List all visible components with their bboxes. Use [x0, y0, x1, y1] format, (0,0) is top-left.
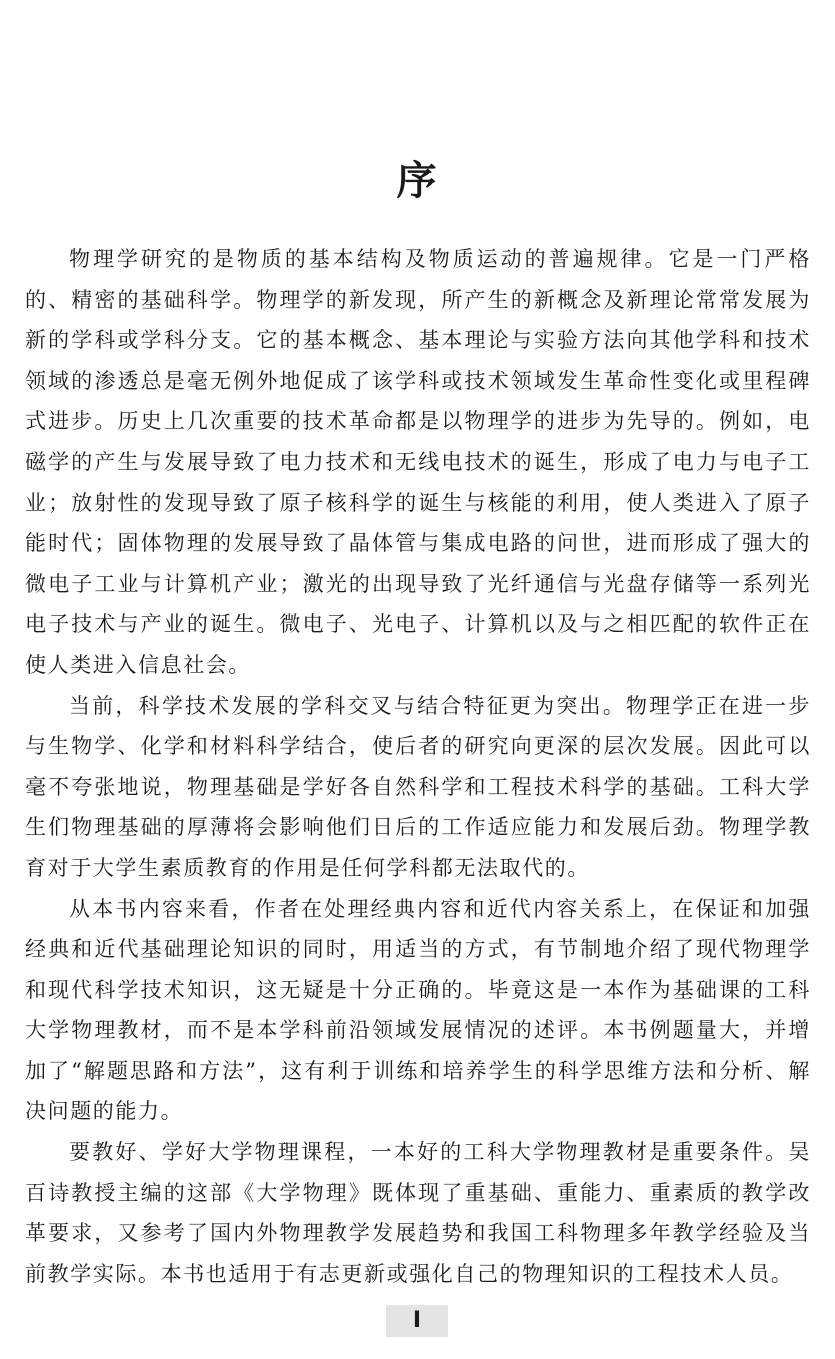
preface-body	[25, 239, 811, 1294]
paragraph: 物理学研究的是物质的基本结构及物质运动的普遍规律。它是一门严格的、精密的基础科学。物理学的新发现，所产生的新概念及新理论常常发展为新的学科或学科分支。它的基本概念、基本理论与实验方法向其他学科和技术领域的渗透总是毫无例外地促成了该学科或技术领域发生革命性变化或里程碑式进步。历史上几次重要的技术革命都是以物理学的进步为先导的。例如，电磁学的产生与发展导致了电力技术和无线电技术的诞生，形成了电力与电子工业；放射性的发现导致了原子核科学的诞生与核能的利用，使人类进入了原子能时代；固体物理的发展导致了晶体管与集成电路的问世，进而形成了强大的微电子工业与计算机产业；激光的出现导致了光纤通信与光盘存储等一系列光电子技术与产业的诞生。微电子、光电子、计算机以及与之相匹配的软件正在使人类进入信息社会。	[25, 247, 811, 677]
paragraph: 要教好、学好大学物理课程，一本好的工科大学物理教材是重要条件。吴百诗教授主编的这部《大学物理》既体现了重基础、重能力、重素质的教学改革要求，又参考了国内外物理教学发展趋势和我国工科物理多年教学经验及当前教学实际。本书也适用于有志更新或强化自己的物理知识的工程技术人员。	[25, 1140, 811, 1286]
paragraph: 从本书内容来看，作者在处理经典内容和近代内容关系上，在保证和加强经典和近代基础理论知识的同时，用适当的方式，有节制地介绍了现代物理学和现代科学技术知识，这无疑是十分正确的。毕竟这是一本作为基础课的工科大学物理教材，而不是本学科前沿领域发展情况的述评。本书例题量大，并增加了“解题思路和方法”，这有利于训练和培养学生的科学思维方法和分析、解决问题的能力。	[25, 896, 811, 1124]
paragraph: 当前，科学技术发展的学科交叉与结合特征更为突出。物理学正在进一步与生物学、化学和材料科学结合，使后者的研究向更深的层次发展。因此可以毫不夸张地说，物理基础是学好各自然科学和工程技术科学的基础。工科大学生们物理基础的厚薄将会影响他们日后的工作适应能力和发展后劲。物理学教育对于大学生素质教育的作用是任何学科都无法取代的。	[25, 693, 811, 880]
page-title: 序	[396, 156, 439, 204]
page-number: I	[386, 1305, 448, 1337]
